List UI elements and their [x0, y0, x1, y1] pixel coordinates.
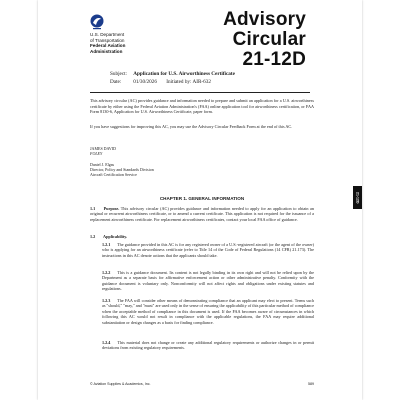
- title-line: Circular: [232, 29, 306, 50]
- agency-line: U.S. Department: [90, 32, 125, 37]
- signer-name: Daniel J. Elgas: [90, 162, 115, 167]
- section-number: 1.2.1: [102, 242, 111, 247]
- section-text: This material does not change or create any additional regulatory requirements or authorize changes in or permit deviations from existing regulatory requirements.: [102, 340, 314, 351]
- side-tab: 21-12D: [353, 186, 362, 209]
- section-text: This advisory circular (AC) provides guidance and information needed to apply for an application to obtain an original or recurrent airworthiness certificate, or to amend a current certificate. This application is not required for the issuance of a replacement airworthiness certificate. For replacement airworthiness certificates, contact your local FAA office of guidance.: [90, 206, 314, 222]
- divider: [90, 92, 310, 93]
- page-footer: [90, 382, 314, 386]
- chapter-title: CHAPTER 1. GENERAL INFORMATION: [159, 196, 245, 201]
- title-line: Advisory: [223, 9, 306, 30]
- signer-org: Aircraft Certification Service: [90, 172, 137, 177]
- date-label: Date:: [110, 79, 122, 85]
- section-1-2-3: [102, 298, 314, 325]
- section-text: The FAA will consider other means of demonstrating compliance that an applicant may elect to present. Terms such as "should," "may," and "must" are used only in the sense of ensuring the applicability of this particular method of compliance when the acceptable method of compliance in this document is used. If the FAA becomes aware of circumstances in which following this AC would not result in compliance with the applicable regulations, the FAA may require additional substantiation or design changes as a basis for finding compliance.: [102, 298, 314, 325]
- section-number: 1.1: [90, 206, 96, 211]
- agency-line: of Transportation: [90, 37, 125, 43]
- section-1-2-1: [102, 242, 314, 258]
- agency-block: [90, 32, 125, 54]
- initiated-value: AIR-632: [192, 79, 211, 85]
- title-line: 21-12D: [242, 49, 306, 70]
- footer-copyright: © Aviation Supplies & Academics, Inc.: [90, 382, 151, 386]
- section-heading: Purpose.: [103, 206, 120, 211]
- page-number: 589: [308, 382, 314, 386]
- intro-paragraph: This advisory circular (AC) provides guidance and information needed to prepare and submit an application for a U.S. airworthiness certificate by either using the Federal Aviation Administration's (FAA) online application tool for airworthiness certification, or FAA Form 8130-6, Application for U.S. Airworthiness Certificate, paper form.: [90, 98, 314, 115]
- section-number: 1.2.2: [102, 270, 111, 275]
- section-number: 1.2: [90, 234, 96, 239]
- agency-line: Administration: [90, 48, 123, 54]
- section-1-2-2: [102, 270, 314, 292]
- initiated-label: Initiated by:: [166, 79, 192, 85]
- dot-logo-icon: [90, 14, 104, 30]
- section-1-2: [90, 234, 314, 239]
- document-title: [223, 10, 306, 70]
- section-text: This is a guidance document. Its content is not legally binding in its own right and will not be relied upon by the Department as a separate basis for affirmative enforcement action or other administrative penalty. Conformity with the guidance document is voluntary only. Nonconformity will not affect rights and obligations under existing statutes and regulations.: [102, 270, 314, 292]
- signature-scribble: FOLEY: [90, 151, 103, 156]
- signature-name: JAMES DAVID: [90, 146, 117, 151]
- section-1-1: [90, 206, 314, 222]
- section-1-2-4: [102, 340, 314, 351]
- signer-title: Director, Policy and Standards Division: [90, 167, 154, 172]
- section-heading: Applicability.: [103, 234, 128, 239]
- feedback-paragraph: If you have suggestions for improving this AC, you may use the Advisory Circular Feedback Form at the end of this AC.: [90, 124, 293, 129]
- signature-block: [90, 146, 154, 177]
- date-value: 01/30/2026: [133, 79, 157, 85]
- agency-line: Federal Aviation: [90, 43, 126, 49]
- meta-block: [110, 70, 235, 86]
- subject-value: Application for U.S. Airworthiness Certificate: [133, 71, 235, 77]
- subject-label: Subject:: [110, 71, 128, 77]
- section-number: 1.2.4: [102, 340, 111, 345]
- section-number: 1.2.3: [102, 298, 111, 303]
- section-text: The guidance provided in this AC is for any registered owner of a U.S.-registered aircraft (or the agent of the owner) who is applying for an airworthiness certificate (refer to Title 14 of the Code of Federal Regulations (14 CFR) 21.173). The instructions in this AC denote actions that the applicants should take.: [102, 242, 314, 258]
